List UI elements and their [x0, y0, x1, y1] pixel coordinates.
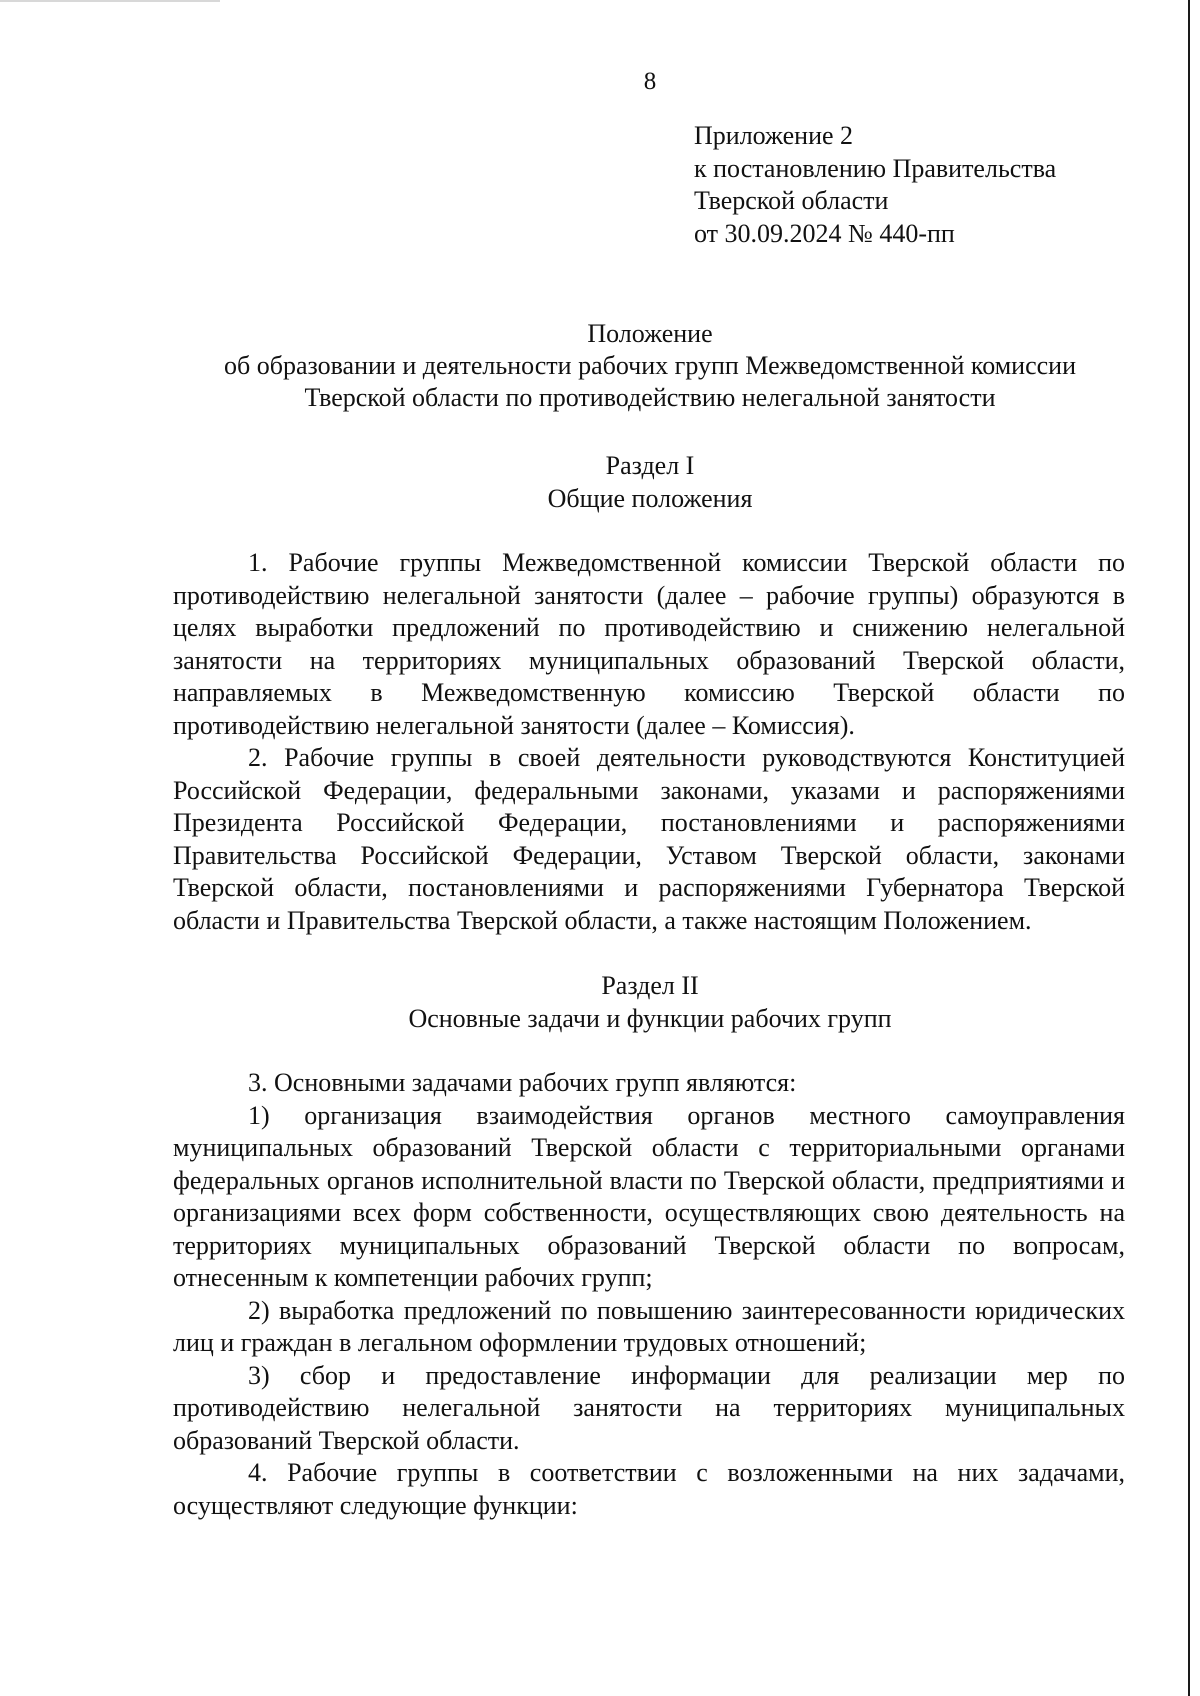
list-item: 2) выработка предложений по повышению заинтересованности юридических лиц и граждан в легальном оформлении трудовых отношений; [173, 1295, 1125, 1357]
appendix-line: Приложение 2 [694, 121, 854, 150]
page-number: 8 [643, 68, 657, 95]
section-2-heading [175, 970, 1125, 1035]
appendix-line: к постановлению Правительства [694, 153, 1057, 183]
section-1-body [173, 547, 1125, 937]
paragraph: 4. Рабочие группы в соответствии с возложенными на них задачами, осуществляют следующие функции: [173, 1458, 1125, 1520]
appendix-line: от 30.09.2024 № 440-пп [694, 218, 955, 248]
paragraph: 2. Рабочие группы в своей деятельности руководствуются Конституцией Российской Федерации, федеральными законами, указами и распоряжениями Президента Российской Федерации, постановлениями и распоряжениями Правительства Российской Федерации, Уставом Тверской области, законами Тверской области, постановлениями и распоряжениями Губернатора Тверской области и Правительства Тверской области, а также настоящим Положением. [173, 743, 1125, 935]
document-title [175, 318, 1125, 414]
section-number: Раздел II [601, 971, 699, 1000]
list-item: 1) организация взаимодействия органов местного самоуправления муниципальных образований Тверской области с территориальными органами федеральных органов исполнительной власти по Тверской области, предприятиями и организациями всех форм собственности, осуществляющих свою деятельность на территориях муниципальных образований Тверской области по вопросам, отнесенным к компетенции рабочих групп; [173, 1100, 1125, 1292]
list-item: 3) сбор и предоставление информации для реализации мер по противодействию нелегальной занятости на территориях муниципальных образований Тверской области. [173, 1360, 1125, 1455]
appendix-line: Тверской области [694, 186, 889, 215]
appendix-reference [694, 120, 1174, 250]
title-line: Положение [587, 319, 713, 348]
paragraph: 1. Рабочие группы Межведомственной комиссии Тверской области по противодействию нелегальной занятости (далее – рабочие группы) образуются в целях выработки предложений по противодействию и снижению нелегальной занятости на территориях муниципальных образований Тверской области, направляемых в Межведомственную комиссию Тверской области по противодействию нелегальной занятости (далее – Комиссия). [173, 548, 1125, 740]
scan-edge-border [1188, 0, 1190, 1696]
section-title: Общие положения [547, 483, 753, 513]
paragraph: 3. Основными задачами рабочих групп являются: [248, 1068, 797, 1097]
title-line: Тверской области по противодействию нелегальной занятости [304, 383, 996, 412]
scan-edge-mark [0, 0, 220, 2]
section-1-heading [175, 450, 1125, 515]
section-2-body [173, 1067, 1125, 1522]
section-title: Основные задачи и функции рабочих групп [408, 1003, 892, 1033]
section-number: Раздел I [605, 451, 695, 480]
title-line: об образовании и деятельности рабочих групп Межведомственной комиссии [223, 351, 1076, 380]
